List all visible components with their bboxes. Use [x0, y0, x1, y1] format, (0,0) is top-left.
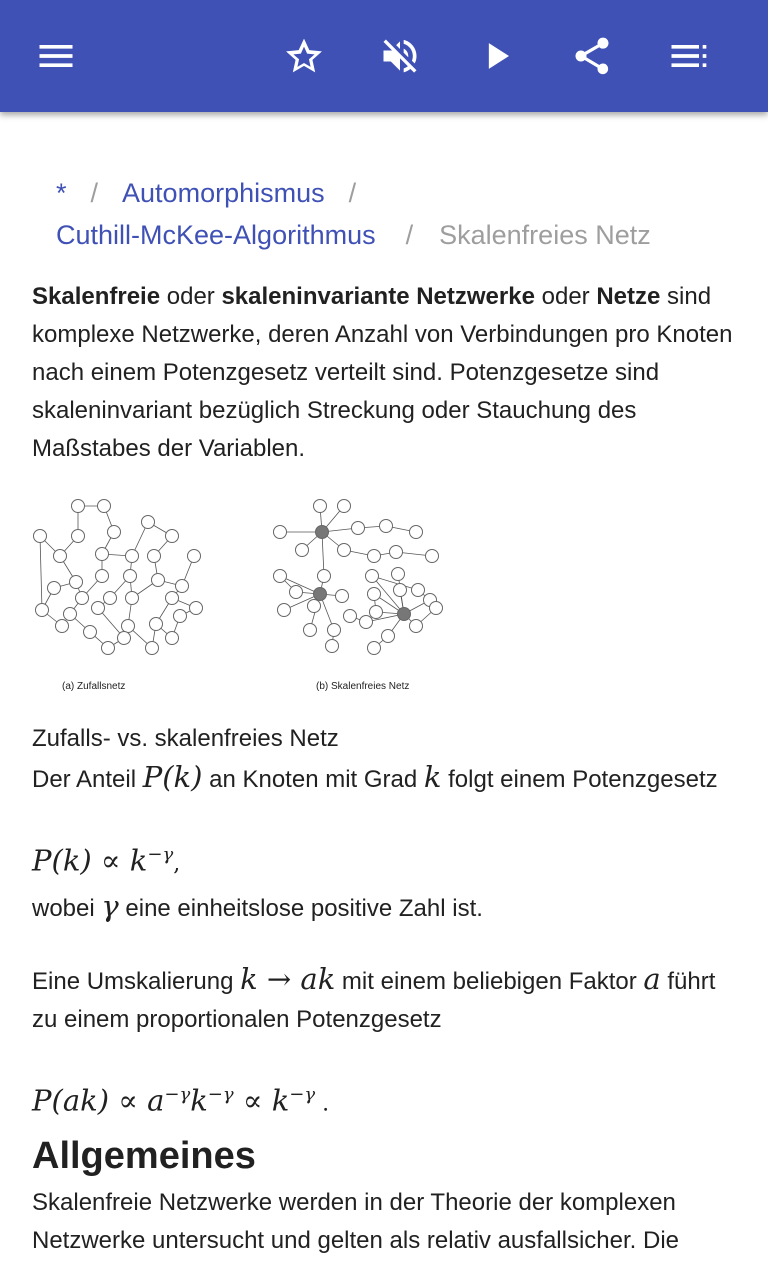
play-button[interactable]: [466, 24, 530, 88]
network-node: [274, 526, 287, 539]
breadcrumb: [56, 172, 738, 256]
intro-paragraph: [32, 278, 738, 468]
network-node: [368, 588, 381, 601]
network-node: [410, 526, 423, 539]
network-node: [72, 530, 85, 543]
term-skalenfreie: Skalenfreie: [32, 283, 161, 310]
formula1-base: P(k) ∝ k: [32, 843, 148, 878]
network-node: [190, 602, 203, 615]
network-edge: [40, 536, 42, 610]
formula2-exp1: −γ: [164, 1083, 191, 1105]
network-node: [166, 530, 179, 543]
network-node: [392, 568, 405, 581]
bookmark-button[interactable]: [272, 24, 336, 88]
network-node: [308, 600, 321, 613]
p4-text-2: mit einem beliebigen Faktor: [335, 967, 644, 995]
p3-text-2: eine einheitslose positive Zahl ist.: [118, 894, 483, 922]
network-node: [318, 570, 331, 583]
figure-caption: Zufalls- vs. skalenfreies Netz: [32, 725, 339, 752]
section-heading-allgemeines: Allgemeines: [32, 1135, 256, 1178]
network-node: [174, 610, 187, 623]
network-node: [290, 586, 303, 599]
math-a: a: [643, 961, 661, 996]
network-node: [92, 602, 105, 615]
network-comparison-image: [32, 498, 452, 698]
breadcrumb-separator: /: [405, 220, 414, 250]
network-node: [304, 624, 317, 637]
share-button[interactable]: [560, 24, 624, 88]
network-node: [96, 570, 109, 583]
math-k: k: [423, 760, 442, 794]
rescaling-paragraph: [32, 960, 738, 1039]
formula2-part2: k: [190, 1083, 208, 1118]
network-node: [314, 500, 327, 513]
network-node: [426, 550, 439, 563]
p4-text-1: Eine Umskalierung: [32, 967, 241, 995]
network-node: [410, 620, 423, 633]
network-node: [148, 550, 161, 563]
network-node: [390, 546, 403, 559]
formula1-tail: ,: [173, 851, 181, 877]
network-node: [382, 630, 395, 643]
network-node: [36, 604, 49, 617]
network-node: [146, 642, 159, 655]
p2-text-3: folgt einem Potenzgesetz: [441, 766, 718, 793]
formula-power-law: [32, 833, 738, 887]
network-node: [54, 550, 67, 563]
network-node: [64, 608, 77, 621]
figure-label-b: (b) Skalenfreies Netz: [316, 681, 410, 692]
network-node: [126, 550, 139, 563]
network-node: [76, 592, 89, 605]
network-node: [430, 602, 443, 615]
hamburger-icon: [34, 34, 78, 78]
network-node: [150, 618, 163, 631]
term-skaleninvariante: skaleninvariante Netzwerke: [221, 283, 535, 310]
formula2-exp2: −γ: [207, 1083, 234, 1105]
breadcrumb-current: Skalenfreies Netz: [439, 220, 651, 250]
list-icon: [666, 34, 710, 78]
network-node: [152, 574, 165, 587]
network-node: [328, 624, 341, 637]
play-icon: [476, 34, 520, 78]
network-node: [176, 580, 189, 593]
network-node: [352, 522, 365, 535]
network-node: [344, 610, 357, 623]
formula2-part1: P(ak) ∝ a: [32, 1083, 165, 1118]
network-hub-node: [398, 608, 411, 621]
network-node: [360, 616, 373, 629]
network-node: [296, 544, 309, 557]
intro-text-3: sind komplexe Netzwerke, deren Anzahl von Verbindungen pro Knoten nach einem Potenzgesetz verteilt sind. Potenzgesetze sind skaleninvariant bezüglich Streckung oder Stauchung des Maßstabes der Variablen.: [32, 283, 733, 462]
network-figure[interactable]: [32, 498, 452, 698]
network-node: [338, 500, 351, 513]
term-netze: Netze: [596, 283, 661, 310]
network-node: [108, 526, 121, 539]
breadcrumb-home-link[interactable]: *: [56, 178, 67, 208]
toc-button[interactable]: [656, 24, 720, 88]
network-node: [336, 590, 349, 603]
network-node: [142, 516, 155, 529]
math-gamma: γ: [101, 888, 119, 923]
volume-off-icon: [378, 34, 422, 78]
network-node: [338, 544, 351, 557]
star-outline-icon: [282, 34, 326, 78]
network-node: [366, 570, 379, 583]
degree-paragraph: [32, 758, 738, 799]
share-icon: [570, 34, 614, 78]
network-node: [368, 550, 381, 563]
article-content: [32, 172, 738, 1260]
general-paragraph: Skalenfreie Netzwerke werden in der Theorie der komplexen Netzwerke untersucht und gelten als relativ ausfallsicher. Die: [32, 1189, 679, 1255]
network-node: [412, 584, 425, 597]
network-node: [370, 606, 383, 619]
breadcrumb-separator: /: [90, 178, 99, 208]
network-node: [368, 642, 381, 655]
formula2-tail: .: [315, 1091, 330, 1117]
intro-text-1: oder: [160, 283, 222, 310]
network-node: [104, 592, 117, 605]
app-toolbar: [0, 0, 768, 112]
menu-button[interactable]: [24, 24, 88, 88]
math-k-to-ak: k → ak: [240, 961, 336, 996]
network-node: [394, 584, 407, 597]
network-node: [34, 530, 47, 543]
network-node: [122, 620, 135, 633]
network-node: [84, 626, 97, 639]
network-node: [48, 582, 61, 595]
formula2-exp3: −γ: [289, 1083, 316, 1105]
network-node: [96, 548, 109, 561]
intro-text-2: oder: [534, 283, 597, 310]
network-node: [188, 550, 201, 563]
p2-text-1: Der Anteil: [32, 766, 143, 793]
network-node: [274, 570, 287, 583]
network-node: [380, 520, 393, 533]
gamma-paragraph: [32, 887, 738, 928]
mute-button[interactable]: [368, 24, 432, 88]
breadcrumb-link-cuthill-mckee[interactable]: Cuthill-McKee-Algorithmus: [56, 220, 376, 250]
p4-text-3: führt zu einem proportionalen Potenzgesetz: [32, 967, 716, 1033]
network-node: [124, 570, 137, 583]
breadcrumb-link-automorphismus[interactable]: Automorphismus: [122, 178, 325, 208]
network-node: [126, 592, 139, 605]
network-node: [326, 640, 339, 653]
p3-text-1: wobei: [32, 894, 102, 922]
breadcrumb-separator: /: [348, 178, 357, 208]
math-pk: P(k): [142, 760, 203, 794]
figure-label-a: (a) Zufallsnetz: [62, 681, 126, 692]
network-node: [70, 576, 83, 589]
network-node: [118, 632, 131, 645]
formula-rescaled: [32, 1073, 738, 1127]
network-node: [278, 604, 291, 617]
formula2-part3: ∝ k: [233, 1083, 290, 1118]
network-node: [98, 500, 111, 513]
network-node: [166, 632, 179, 645]
formula1-exponent: −γ: [147, 844, 174, 865]
network-hub-node: [316, 526, 329, 539]
network-node: [102, 642, 115, 655]
network-hub-node: [314, 588, 327, 601]
p2-text-2: an Knoten mit Grad: [202, 766, 424, 793]
network-node: [166, 592, 179, 605]
network-node: [72, 500, 85, 513]
network-node: [56, 620, 69, 633]
